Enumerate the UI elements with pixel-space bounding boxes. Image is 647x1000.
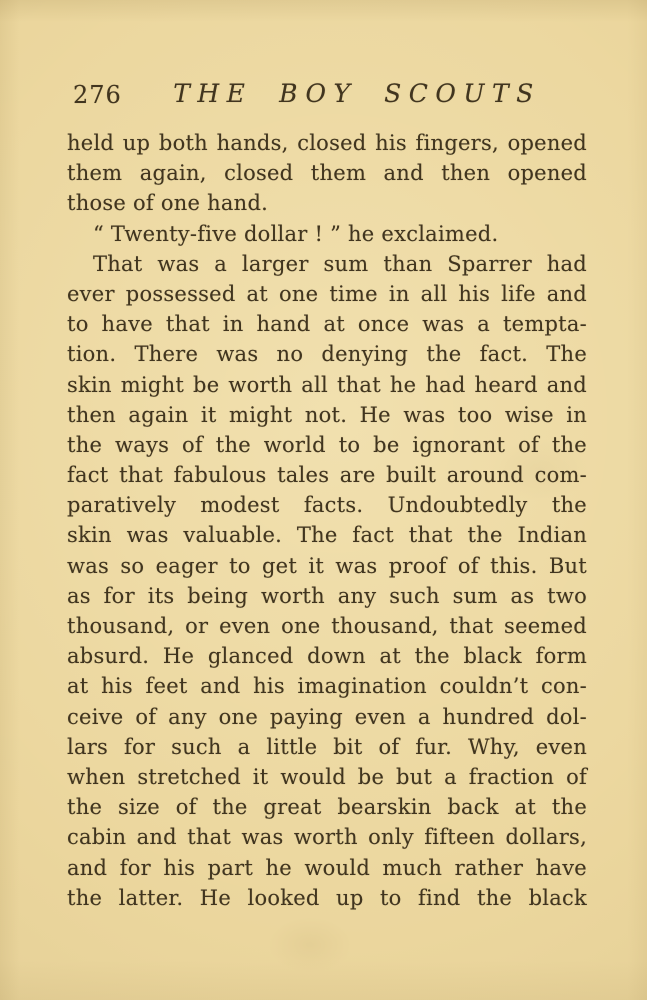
text-line: was so eager to get it was proof of this. But (67, 553, 587, 578)
text-line: That was a larger sum than Sparrer had (93, 251, 587, 276)
text-line: absurd. He glanced down at the black form (67, 644, 587, 669)
text-line: tion. There was no denying the fact. The (67, 342, 587, 367)
text-line: the size of the great bearskin back at the (67, 795, 587, 820)
page-body (67, 128, 587, 913)
text-line: paratively modest facts. Undoubtedly the (67, 493, 587, 518)
chapter-running-title: THE BOY SCOUTS (173, 79, 541, 108)
text-line: thousand, or even one thousand, that seemed (67, 614, 587, 638)
text-line: to have that in hand at once was a tempta- (67, 312, 587, 337)
text-line: fact that fabulous tales are built around com- (67, 463, 587, 488)
text-line: at his feet and his imagination couldn’t con- (67, 674, 587, 699)
text-line: ever possessed at one time in all his life and (67, 281, 587, 306)
text-line: then again it might not. He was too wise in (67, 402, 587, 427)
text-line: “ Twenty-five dollar ! ” he exclaimed. (93, 221, 499, 246)
text-line: and for his part he would much rather have (67, 855, 587, 880)
text-line: when stretched it would be but a fraction of (67, 764, 587, 789)
text-line: as for its being worth any such sum as two (67, 583, 587, 608)
text-line: the latter. He looked up to find the black (67, 885, 587, 910)
text-line: those of one hand. (67, 191, 269, 216)
text-line: skin might be worth all that he had heard and (67, 372, 587, 397)
text-line: lars for such a little bit of fur. Why, even (67, 734, 587, 759)
text-line: cabin and that was worth only fifteen dollars, (67, 825, 587, 850)
text-line: the ways of the world to be ignorant of the (67, 432, 587, 457)
running-head (67, 79, 587, 109)
page-number: 276 (73, 81, 122, 109)
text-line: held up both hands, closed his fingers, opened (67, 131, 587, 155)
text-line: ceive of any one paying even a hundred dol- (67, 704, 587, 729)
text-line: them again, closed them and then opened (67, 161, 587, 186)
text-line: skin was valuable. The fact that the Indian (67, 523, 587, 548)
